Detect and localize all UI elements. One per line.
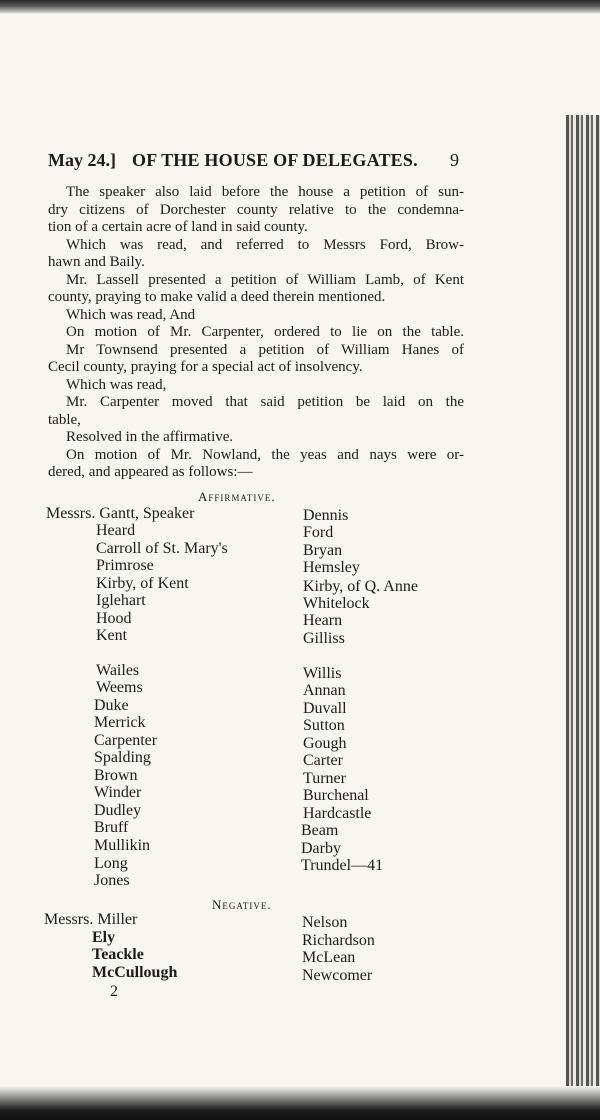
vote-name: Wailes xyxy=(96,662,140,679)
vote-name: Primrose xyxy=(96,557,154,574)
vote-name: Richardson xyxy=(302,932,375,949)
vote-name: Carroll of St. Mary's xyxy=(96,540,228,557)
scan-bottom-edge xyxy=(0,1086,600,1120)
vote-name: Mullikin xyxy=(94,837,151,854)
body-line: Mr. Carpenter moved that said petition be laid on the xyxy=(66,394,464,410)
vote-name: Beam xyxy=(301,822,339,839)
body-line: On motion of Mr. Nowland, the yeas and nays were or- xyxy=(66,446,464,463)
vote-name: Teackle xyxy=(92,946,144,963)
vote-name: Gough xyxy=(303,735,347,752)
vote-name: Trundel—41 xyxy=(301,857,384,874)
vote-name: Heard xyxy=(96,522,136,539)
body-line: county, praying to make valid a deed therein mentioned. xyxy=(48,289,386,305)
vote-name: McLean xyxy=(302,949,356,966)
body-line: table, xyxy=(48,411,81,428)
vote-name: Hood xyxy=(96,610,132,627)
vote-name: Nelson xyxy=(302,914,348,931)
vote-name: Messrs. Miller xyxy=(44,911,138,928)
vote-name: Hearn xyxy=(303,612,343,629)
vote-name: Annan xyxy=(303,682,346,699)
vote-name: Darby xyxy=(301,840,341,857)
body-line: Which was read, xyxy=(66,376,167,393)
body-line: Mr Townsend presented a petition of William Hanes of xyxy=(66,341,464,358)
running-header xyxy=(48,150,468,174)
vote-name: Dudley xyxy=(94,802,142,819)
vote-name: Kent xyxy=(96,627,128,644)
vote-name: Sutton xyxy=(303,717,345,734)
vote-name: Duke xyxy=(94,697,129,714)
body-line: tion of a certain acre of land in said county. xyxy=(48,219,308,235)
body-line: Cecil county, praying for a special act of insolvency. xyxy=(48,359,363,375)
vote-name: Gilliss xyxy=(303,630,345,647)
negative-heading: Negative. xyxy=(212,897,272,912)
vote-name: Weems xyxy=(96,679,143,696)
header-title: OF THE HOUSE OF DELEGATES. xyxy=(132,150,418,170)
body-text xyxy=(48,184,464,482)
vote-name: Carpenter xyxy=(94,732,158,749)
body-line: dry citizens of Dorchester county relative to the condemna- xyxy=(48,201,464,218)
body-line: Which was read, and referred to Messrs Ford, Brow- xyxy=(66,236,464,253)
affirmative-heading: Affirmative. xyxy=(198,489,276,504)
vote-name: Brown xyxy=(94,767,138,784)
vote-name: Jones xyxy=(94,872,130,889)
vote-name: Bryan xyxy=(303,542,343,559)
body-line: dered, and appeared as follows:— xyxy=(48,464,253,480)
vote-name: Long xyxy=(94,855,128,872)
vote-name: Messrs. Gantt, Speaker xyxy=(46,505,195,522)
vote-name: Willis xyxy=(303,665,342,682)
signature-mark: 2 xyxy=(110,983,118,1000)
vote-name: McCullough xyxy=(92,964,178,981)
header-date: May 24.] xyxy=(48,150,116,170)
body-line: On motion of Mr. Carpenter, ordered to lie on the table. xyxy=(66,324,464,340)
vote-name: Kirby, of Kent xyxy=(96,575,189,592)
body-line: Resolved in the affirmative. xyxy=(66,429,234,445)
body-line: hawn and Baily. xyxy=(48,254,145,270)
vote-name: Iglehart xyxy=(96,592,146,609)
vote-name: Ely xyxy=(92,929,116,946)
vote-name: Bruff xyxy=(94,819,129,836)
vote-name: Carter xyxy=(303,752,343,769)
vote-name: Burchenal xyxy=(303,787,369,804)
vote-name: Dennis xyxy=(303,507,349,524)
page-number: 9 xyxy=(450,150,459,170)
scan-binding-edge xyxy=(566,115,600,1090)
body-line: Mr. Lassell presented a petition of William Lamb, of Kent xyxy=(66,271,464,288)
vote-name: Duvall xyxy=(303,700,347,717)
vote-name: Merrick xyxy=(94,714,146,731)
vote-name: Newcomer xyxy=(302,967,373,984)
body-line: The speaker also laid before the house a petition of sun- xyxy=(66,184,464,200)
vote-name: Winder xyxy=(94,784,142,801)
vote-name: Ford xyxy=(303,524,334,541)
vote-name: Kirby, of Q. Anne xyxy=(303,578,418,595)
vote-name: Turner xyxy=(303,770,346,787)
body-line: Which was read, And xyxy=(66,306,196,323)
vote-name: Hemsley xyxy=(303,559,360,576)
vote-name: Hardcastle xyxy=(303,805,372,822)
vote-name: Whitelock xyxy=(303,595,370,612)
vote-name: Spalding xyxy=(94,749,151,766)
